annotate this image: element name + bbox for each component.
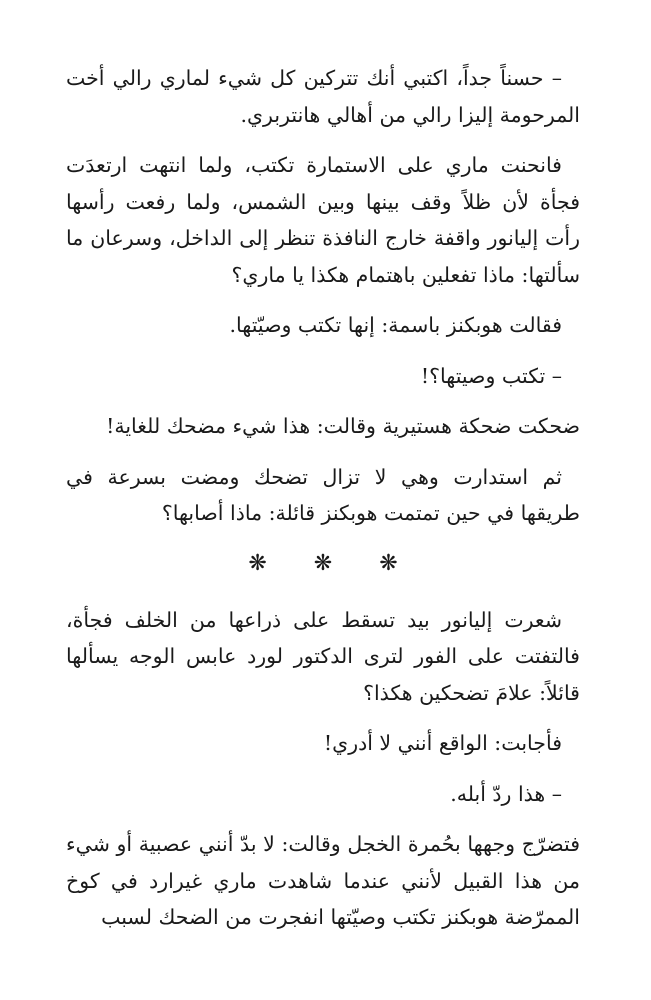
paragraph-i-dont-know: فأجابت: الواقع أنني لا أدري! — [323, 731, 562, 755]
paragraph-blushed: فتضرّج وجهها بحُمرة الخجل وقالت: لا بدّ أنني عصبية أو شيء من هذا القبيل لأنني عندما شاهدت ماري غيرارد في كوخ الممرّضة هوبكنز تكتب وصيّتها انفجرت من الضحك لسبب — [66, 832, 580, 929]
paragraph-turned-away: ثم استدارت وهي لا تزال تضحك ومضت بسرعة في طريقها في حين تمتمت هوبكنز قائلة: ماذا أصابها؟ — [66, 464, 580, 525]
paragraph-hopkins-smiling: فقالت هوبكنز باسمة: إنها تكتب وصيّتها. — [229, 313, 562, 337]
paragraph-dialogue-will: – حسناً جداً، اكتبي أنك تتركين كل شيء لماري رالي أخت المرحومة إليزا رالي من أهالي هانتربري. — [66, 66, 580, 127]
paragraph-hysterical-laugh: ضحكت ضحكة هستيرية وقالت: هذا شيء مضحك للغاية! — [106, 414, 580, 438]
paragraph-silly-reply: – هذا ردّ أبله. — [450, 781, 562, 806]
section-divider: ❋ ❋ ❋ — [248, 550, 418, 576]
paragraph-writing-will-question: – تكتب وصيتها؟! — [420, 363, 562, 388]
paragraph-mary-writing: فانحنت ماري على الاستمارة تكتب، ولما انتهت ارتعدَت فجأة لأن ظلاً وقف بينها وبين الشمس، ولما رفعت رأسها رأت إليانور واقفة خارج النافذة تنظر إلى الداخل، وسرعان ما سألتها: ماذا تفعلين باهتمام هكذا يا ماري؟ — [66, 153, 580, 287]
book-page — [66, 60, 580, 950]
paragraph-elinor-hand: شعرت إليانور بيد تسقط على ذراعها من الخلف فجأة، فالتفتت على الفور لترى الدكتور لورد عابس الوجه يسألها قائلاً: علامَ تضحكين هكذا؟ — [66, 607, 580, 705]
